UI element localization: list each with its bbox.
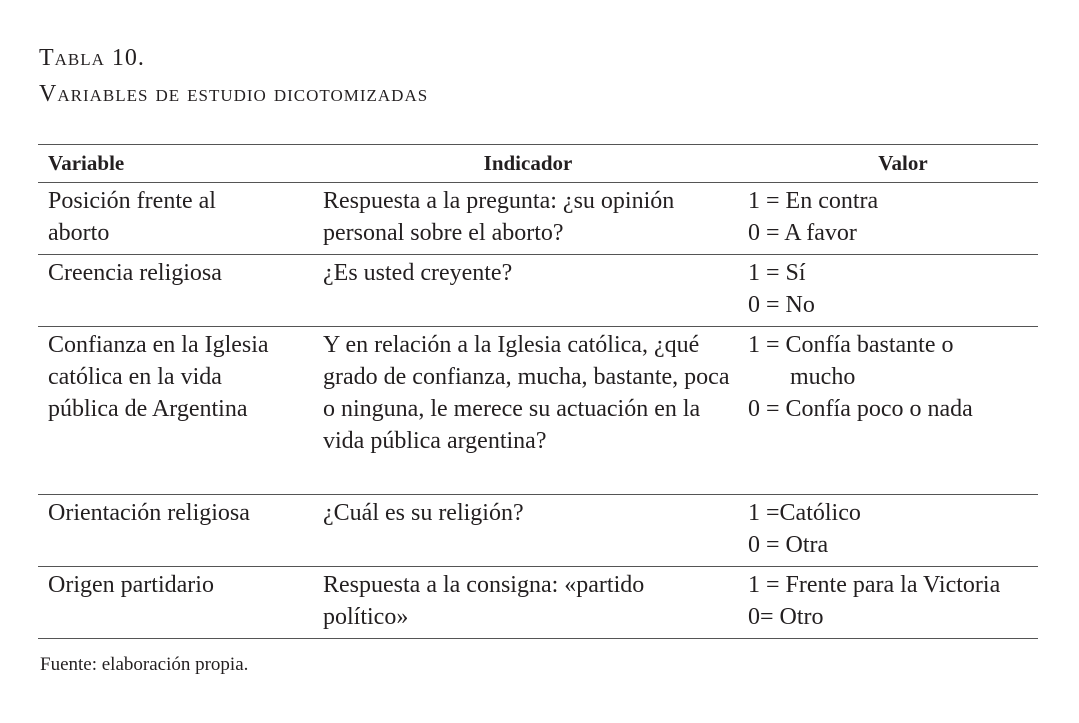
variable-cell: Confianza en la Iglesia católica en la vida pública de Argentina: [48, 332, 269, 422]
valor-line: 1 = Confía bastante o: [748, 332, 954, 358]
indicador-cell: ¿Cuál es su religión?: [323, 500, 524, 526]
valor-line: 0 = No: [748, 292, 815, 318]
variable-cell: Orientación religiosa: [48, 500, 250, 526]
table-number: Tabla 10.: [39, 45, 145, 71]
indicador-cell: Y en relación a la Iglesia católica, ¿qué grado de confianza, mucha, bastante, poca o ninguna, le merece su actuación en la vida pública argentina?: [323, 332, 730, 454]
variables-table: [38, 144, 1038, 639]
table-header-row: [38, 145, 1038, 183]
table-title: Variables de estudio dicotomizadas: [39, 81, 429, 107]
valor-cell: [748, 257, 1038, 321]
table-row: [38, 495, 1038, 567]
table-row: [38, 327, 1038, 495]
valor-cell: [748, 185, 1038, 249]
valor-cell: [748, 497, 1038, 561]
valor-line: 1 =Católico: [748, 500, 861, 526]
variable-cell: Posición frente al aborto: [48, 188, 216, 246]
valor-line: 1 = Sí: [748, 260, 806, 286]
table-row: [38, 183, 1038, 255]
header-valor: Valor: [878, 151, 928, 175]
valor-line: 1 = En contra: [748, 188, 879, 214]
valor-line: 1 = Frente para la Victoria: [748, 572, 1001, 598]
table-row: [38, 255, 1038, 327]
valor-cell: [748, 569, 1038, 633]
valor-cell: [748, 329, 1038, 425]
indicador-cell: Respuesta a la pregunta: ¿su opinión personal sobre el aborto?: [323, 188, 675, 246]
valor-line: 0 = A favor: [748, 220, 857, 246]
valor-line: mucho: [790, 364, 856, 390]
variable-cell: Creencia religiosa: [48, 260, 222, 286]
header-variable: Variable: [48, 151, 125, 175]
valor-line: 0 = Otra: [748, 532, 829, 558]
table-source-note: Fuente: elaboración propia.: [40, 654, 249, 675]
table-row: [38, 567, 1038, 639]
indicador-cell: Respuesta a la consigna: «partido político»: [323, 572, 645, 630]
valor-line: 0 = Confía poco o nada: [748, 396, 973, 422]
valor-line: 0= Otro: [748, 604, 824, 630]
indicador-cell: ¿Es usted creyente?: [323, 260, 513, 286]
variable-cell: Origen partidario: [48, 572, 214, 598]
header-indicador: Indicador: [483, 151, 573, 175]
